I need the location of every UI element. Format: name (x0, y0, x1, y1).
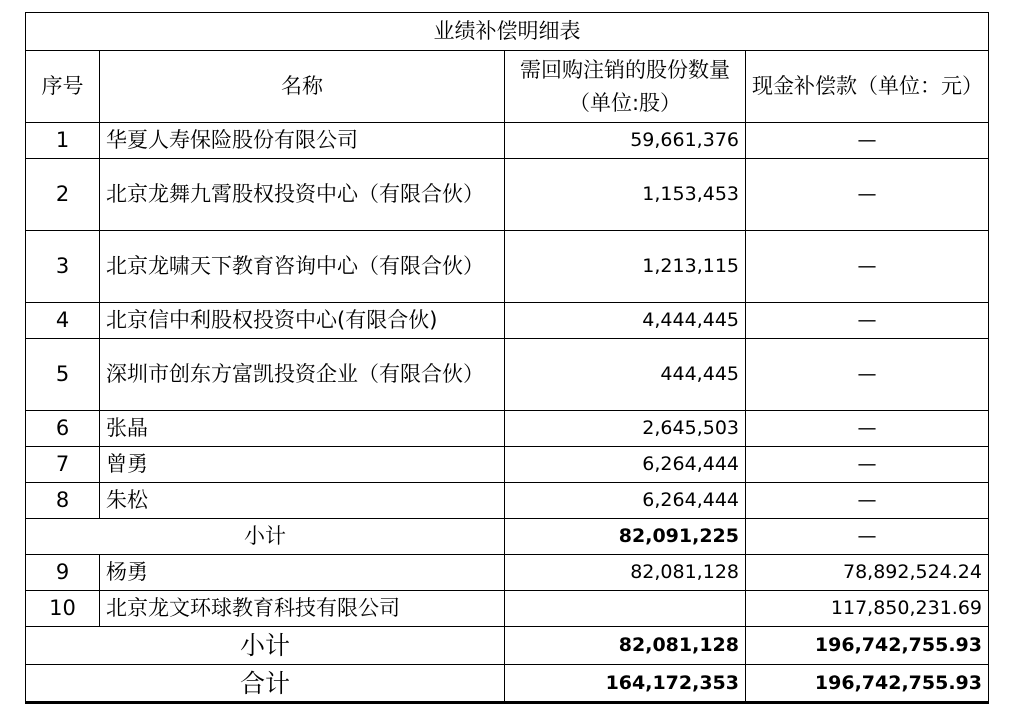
table-row (26, 159, 989, 231)
table-row (26, 483, 989, 519)
row-shares: 6,264,444 (505, 447, 746, 483)
row-shares: 6,264,444 (505, 483, 746, 519)
row-name: 北京龙舞九霄股权投资中心（有限合伙） (100, 159, 505, 231)
row-name: 北京龙啸天下教育咨询中心（有限合伙） (100, 231, 505, 303)
row-seq: 5 (26, 339, 100, 411)
subtotal-label: 小计 (26, 627, 505, 665)
row-cash: — (746, 303, 989, 339)
total-cash: 196,742,755.93 (746, 665, 989, 703)
row-cash: — (746, 159, 989, 231)
row-name: 曾勇 (100, 447, 505, 483)
subtotal-cash: 196,742,755.93 (746, 627, 989, 665)
table-row (26, 123, 989, 159)
row-cash: 78,892,524.24 (746, 555, 989, 591)
subtotal-row (26, 519, 989, 555)
row-seq: 8 (26, 483, 100, 519)
subtotal-cash: — (746, 519, 989, 555)
row-shares: 1,213,115 (505, 231, 746, 303)
row-cash: — (746, 339, 989, 411)
row-name: 张晶 (100, 411, 505, 447)
header-seq: 序号 (26, 51, 100, 123)
row-shares: 82,081,128 (505, 555, 746, 591)
row-name: 深圳市创东方富凯投资企业（有限合伙） (100, 339, 505, 411)
row-seq: 1 (26, 123, 100, 159)
row-cash: — (746, 411, 989, 447)
table-row (26, 231, 989, 303)
table-title: 业绩补偿明细表 (26, 13, 989, 51)
total-label: 合计 (26, 665, 505, 703)
row-name: 华夏人寿保险股份有限公司 (100, 123, 505, 159)
header-shares: 需回购注销的股份数量（单位:股） (505, 51, 746, 123)
subtotal-row (26, 627, 989, 665)
table-row (26, 591, 989, 627)
row-shares: 1,153,453 (505, 159, 746, 231)
table-row (26, 555, 989, 591)
row-seq: 2 (26, 159, 100, 231)
row-name: 杨勇 (100, 555, 505, 591)
subtotal-label: 小计 (26, 519, 505, 555)
subtotal-shares: 82,091,225 (505, 519, 746, 555)
row-cash: — (746, 483, 989, 519)
header-name: 名称 (100, 51, 505, 123)
row-seq: 10 (26, 591, 100, 627)
subtotal-shares: 82,081,128 (505, 627, 746, 665)
row-seq: 3 (26, 231, 100, 303)
row-shares: 59,661,376 (505, 123, 746, 159)
compensation-table (25, 12, 989, 704)
row-seq: 7 (26, 447, 100, 483)
row-cash: — (746, 231, 989, 303)
total-row (26, 665, 989, 703)
row-seq: 4 (26, 303, 100, 339)
row-cash: — (746, 447, 989, 483)
table-row (26, 447, 989, 483)
table-row (26, 411, 989, 447)
table-row (26, 339, 989, 411)
row-name: 朱松 (100, 483, 505, 519)
row-seq: 6 (26, 411, 100, 447)
row-name: 北京信中利股权投资中心(有限合伙) (100, 303, 505, 339)
row-shares: 4,444,445 (505, 303, 746, 339)
row-cash: — (746, 123, 989, 159)
total-shares: 164,172,353 (505, 665, 746, 703)
row-cash: 117,850,231.69 (746, 591, 989, 627)
row-name: 北京龙文环球教育科技有限公司 (100, 591, 505, 627)
table-row (26, 303, 989, 339)
row-seq: 9 (26, 555, 100, 591)
row-shares: 444,445 (505, 339, 746, 411)
row-shares (505, 591, 746, 627)
header-cash: 现金补偿款（单位：元） (746, 51, 989, 123)
row-shares: 2,645,503 (505, 411, 746, 447)
